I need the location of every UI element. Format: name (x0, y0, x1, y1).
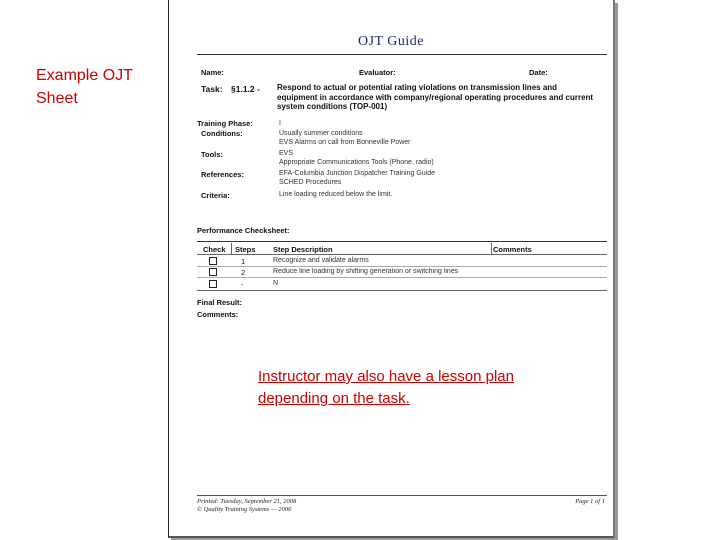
title-divider (197, 54, 607, 55)
footer-rule (197, 495, 607, 496)
ojt-sheet (168, 0, 615, 538)
footer-left (197, 498, 296, 514)
step-description: N (273, 280, 279, 287)
training-phase-value: I (279, 120, 281, 127)
training-phase-label: Training Phase: (197, 119, 253, 128)
footer-page: Page 1 of 1 (575, 498, 605, 505)
step-number: 1 (241, 257, 246, 266)
criteria-label: Criteria: (201, 191, 230, 200)
criteria-value: Line loading reduced below the limit. (279, 191, 393, 198)
step-description: Recognize and validate alarms (273, 257, 369, 264)
step-number: 2 (241, 268, 246, 277)
evaluator-label: Evaluator: (359, 68, 396, 77)
footer-printed: Printed: Tuesday, September 21, 2008 (197, 498, 297, 505)
col-check: Check (203, 245, 226, 254)
side-label: Example OJT Sheet (36, 67, 133, 107)
name-label: Name: (201, 68, 224, 77)
date-label: Date: (529, 68, 548, 77)
footer-copyright: © Quality Training Systems — 2006 (197, 506, 292, 513)
references-label: References: (201, 170, 244, 179)
col-step-description: Step Description (273, 245, 333, 254)
comments-label: Comments: (197, 310, 239, 319)
tools-value: EVS Appropriate Communications Tools (Phone, radio) (279, 150, 434, 166)
step-number: - (241, 280, 244, 289)
final-result-label: Final Result: (197, 298, 243, 307)
references-value: EFA-Columbia Junction Dispatcher Training Guide SCHED Procedures (279, 170, 436, 186)
checkbox[interactable] (209, 268, 217, 276)
task-label: Task: (201, 84, 223, 94)
task-id: §1.1.2 - (231, 84, 260, 94)
step-description: Reduce line loading by shifting generation or switching lines (273, 268, 459, 275)
sheet-title: OJT Guide (357, 34, 425, 49)
checkbox[interactable] (209, 257, 217, 265)
tools-label: Tools: (201, 150, 223, 159)
task-description: Respond to actual or potential rating violations on transmission lines and equipment in accordance with company/regional operating procedures and current system conditions (TOP-001) (277, 83, 594, 111)
checksheet-bottom-rule (197, 290, 607, 291)
row-rule (197, 277, 607, 278)
row-rule (197, 266, 607, 267)
checksheet-title: Performance Checksheet: (197, 226, 290, 235)
conditions-value: Usually summer conditions EVS Alarms on call from Bonneville Power (279, 130, 411, 146)
header-rule (197, 254, 607, 255)
checkbox[interactable] (209, 280, 217, 288)
col-steps: Steps (235, 245, 256, 254)
col-comments: Comments (493, 245, 532, 254)
instructor-note: Instructor may also have a lesson plan depending on the task. (258, 368, 514, 407)
conditions-label: Conditions: (201, 129, 243, 138)
checksheet-top-rule (197, 241, 607, 242)
